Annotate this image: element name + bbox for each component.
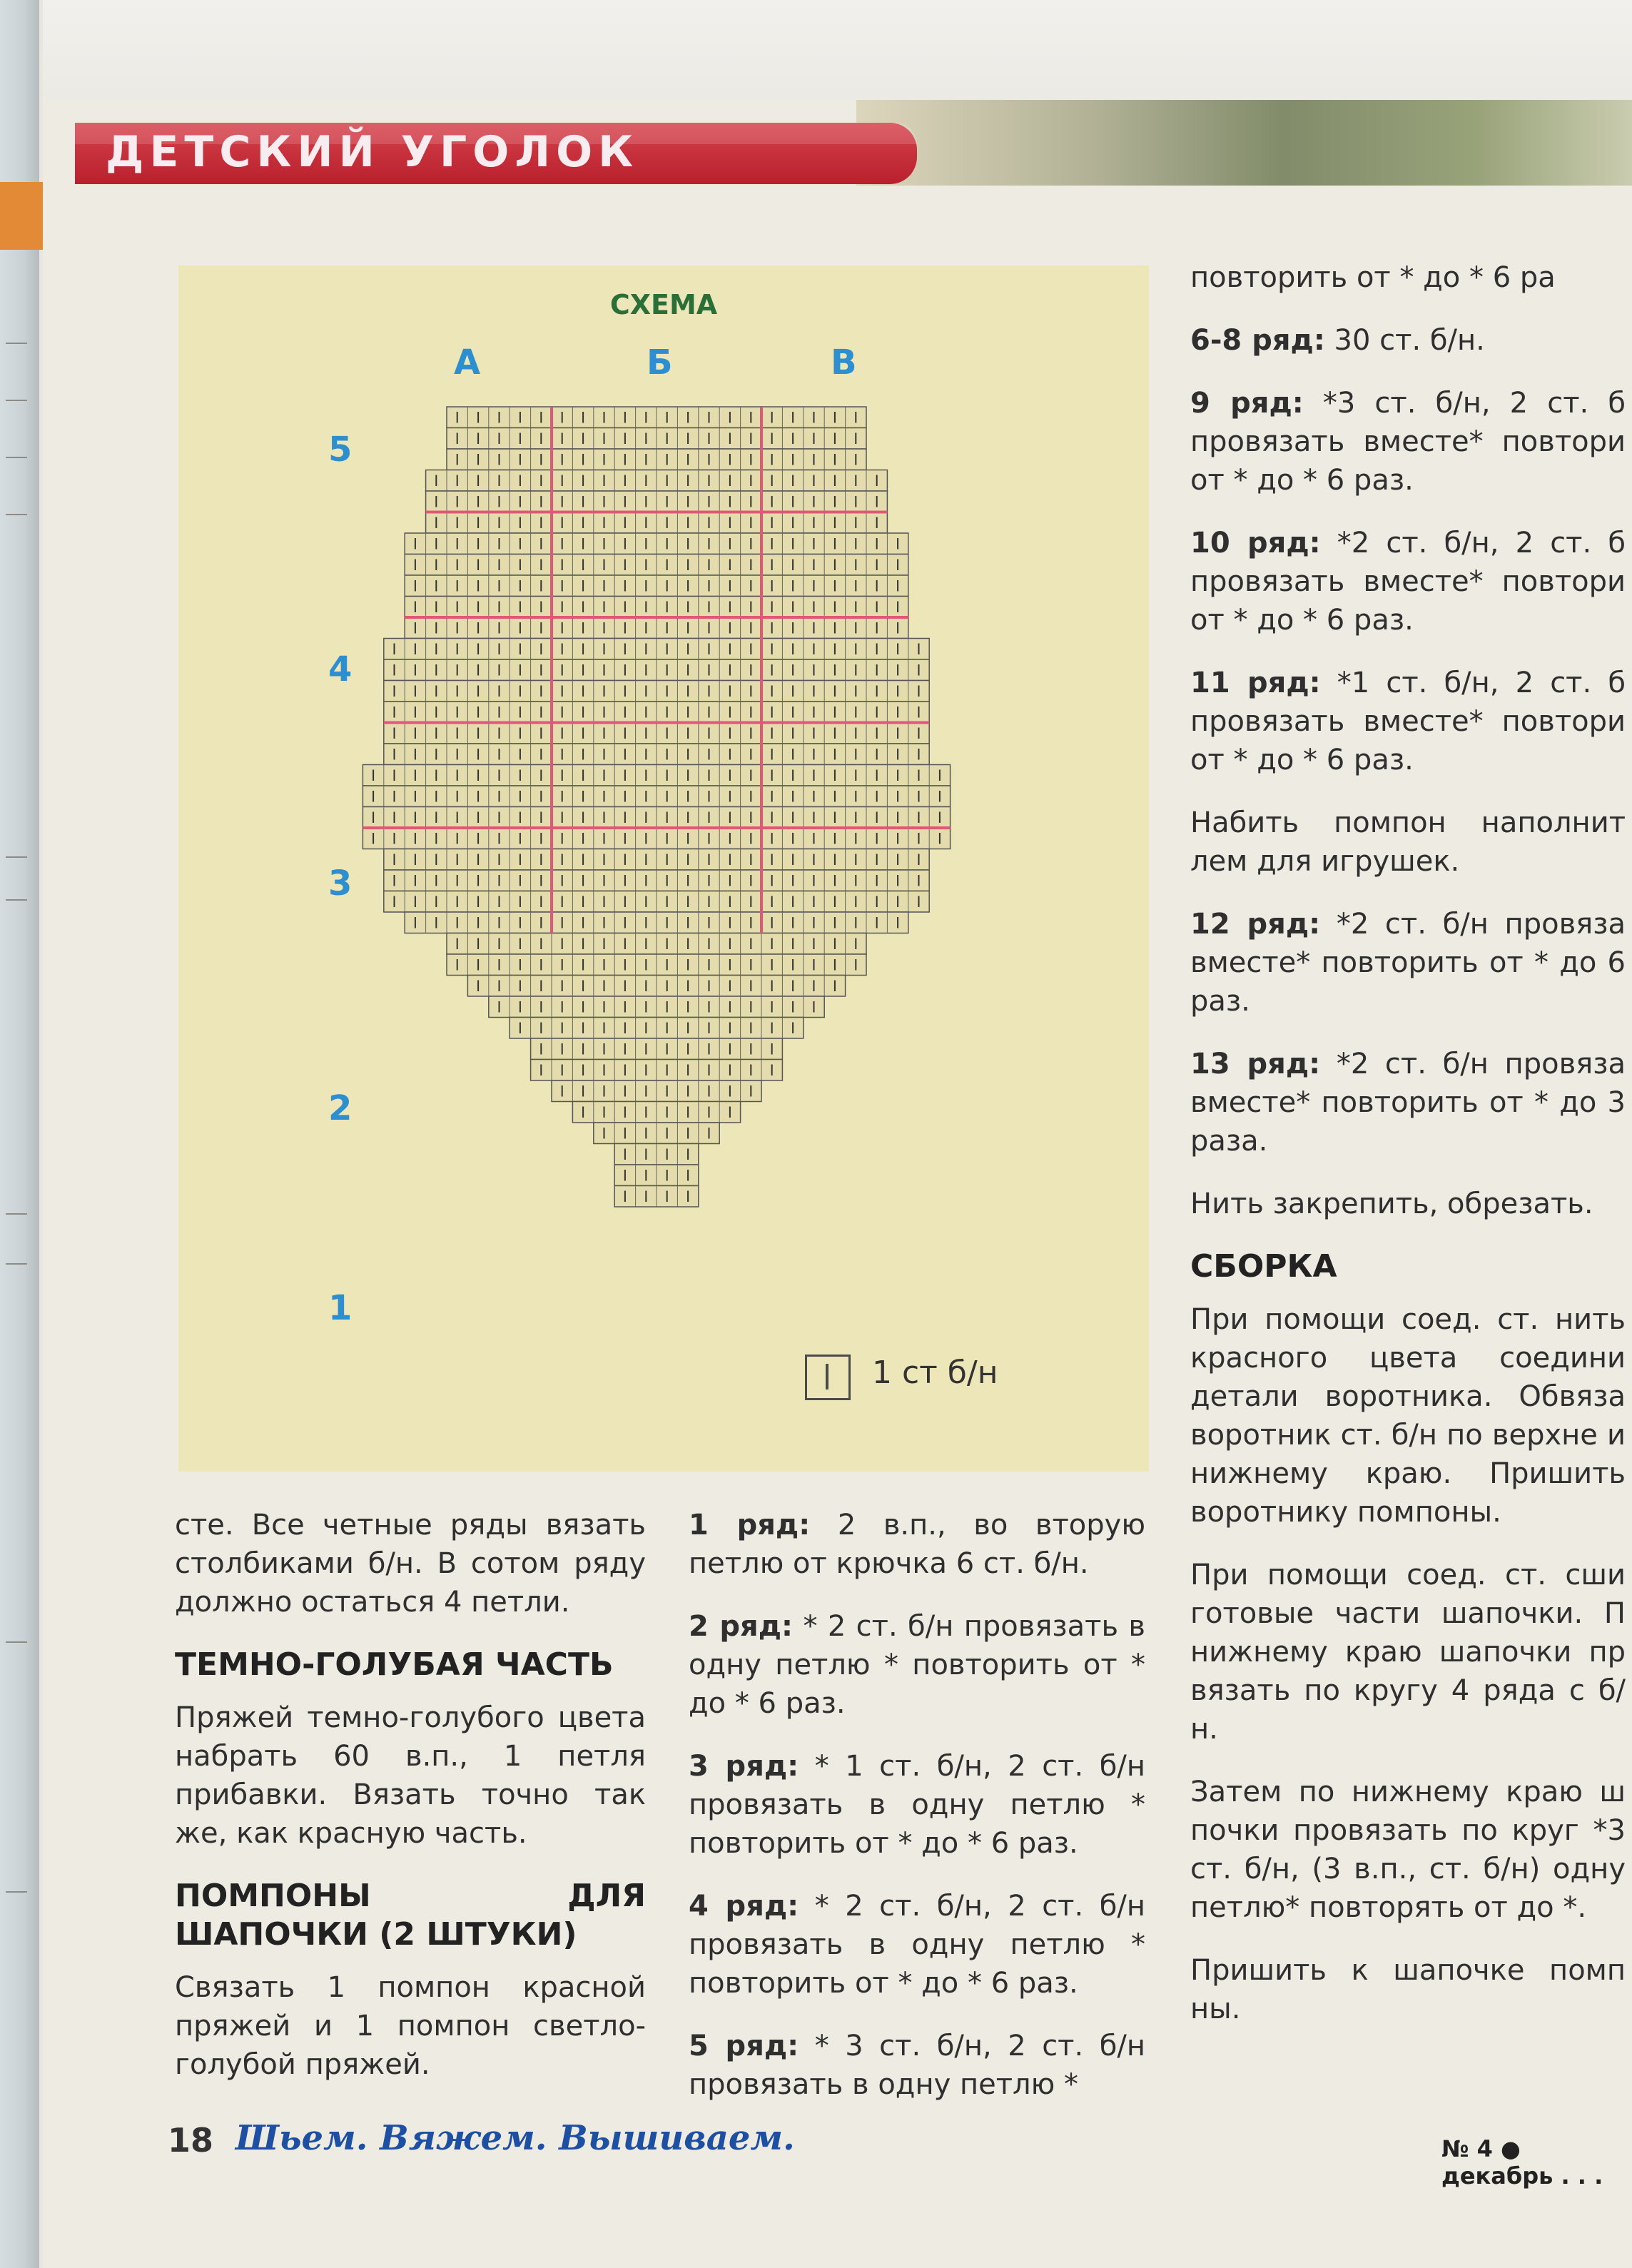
row-text: * 2 ст. б/н провязать в одну петлю * повторить от * до * 6 раз. [689, 1610, 1145, 1720]
row-text: *2 ст. б/н, 2 ст. б провязать вместе* повтори от * до * 6 раз. [1190, 527, 1626, 637]
row-label: 13 ряд: [1190, 1048, 1321, 1080]
assembly-paragraph: При помощи соед. ст. сши готовые части шапочки. П нижнему краю шапочки пр вязать по кругу 4 ряда с б/н. [1190, 1559, 1626, 1746]
section-heading: ПОМПОНЫ ДЛЯ ШАПОЧКИ (2 ШТУКИ) [175, 1878, 646, 1953]
section-title: ДЕТСКИЙ УГОЛОК [106, 127, 639, 177]
row-label-1: 1 [328, 1288, 353, 1328]
column-label-a: А [454, 343, 481, 383]
legend-symbol-icon [805, 1355, 851, 1400]
left-text-column [175, 1506, 646, 2108]
magazine-title: Шьем. Вяжем. Вышиваем. [235, 2118, 795, 2158]
assembly-heading: СБОРКА [1190, 1248, 1337, 1285]
instruction-row [1190, 664, 1626, 779]
section-paragraph: Пряжей темно-голубого цвета набрать 60 в.п., 1 петля прибавки. Вязать точно так же, как красную часть. [175, 1701, 646, 1850]
row-label: 11 ряд: [1190, 667, 1321, 699]
section-heading: ТЕМНО-ГОЛУБАЯ ЧАСТЬ [175, 1646, 614, 1683]
row-text: Нить закрепить, обрезать. [1190, 1188, 1593, 1220]
row-text: * 2 ст. б/н, 2 ст. б/н провязать в одну петлю * повторить от * до * 6 раз. [689, 1890, 1146, 2000]
row-label: 10 ряд: [1190, 527, 1321, 560]
scheme-title: СХЕМА [609, 289, 718, 320]
row-text: *1 ст. б/н, 2 ст. б провязать вместе* повтори от * до * 6 раз. [1190, 667, 1626, 776]
row-text: 30 ст. б/н. [1334, 324, 1485, 357]
row-text: * 3 ст. б/н, 2 ст. б/н провязать в одну петлю * [689, 2030, 1146, 2101]
assembly-paragraph: Пришить к шапочке помп ны. [1190, 1954, 1626, 2025]
row-text: * 1 ст. б/н, 2 ст. б/н провязать в одну петлю * повторить от * до * 6 раз. [689, 1750, 1146, 1860]
row-label: 5 ряд: [689, 2030, 799, 2062]
row-text: *3 ст. б/н, 2 ст. б провязать вместе* повтори от * до * 6 раз. [1190, 387, 1626, 497]
row-text: *2 ст. б/н провяза вместе* повторить от * до 3 раза. [1190, 1048, 1626, 1158]
row-label: 6-8 ряд: [1190, 324, 1325, 357]
instruction-row [689, 1506, 1145, 1583]
row-text: 2 в.п., во вторую петлю от крючка 6 ст. б/н. [689, 1509, 1146, 1580]
instruction-row [1190, 258, 1626, 297]
intro-paragraph: сте. Все четные ряды вязать столбиками б/н. В сотом ряду должно остаться 4 петли. [175, 1509, 646, 1619]
column-label-c: В [831, 343, 857, 383]
middle-text-column [689, 1506, 1145, 2128]
instruction-row [689, 2027, 1145, 2104]
row-label: 1 ряд: [689, 1509, 811, 1541]
row-label-2: 2 [328, 1088, 353, 1128]
column-label-b: Б [647, 343, 673, 383]
instruction-row [1190, 1185, 1626, 1223]
row-label: 2 ряд: [689, 1610, 794, 1643]
row-label: 4 ряд: [689, 1890, 799, 1923]
row-text: Набить помпон наполнит лем для игрушек. [1190, 806, 1626, 878]
row-label-5: 5 [328, 430, 353, 470]
legend-label: 1 ст б/н [872, 1355, 998, 1391]
right-text-column [1190, 258, 1626, 2052]
instruction-row [1190, 321, 1626, 360]
issue-label: № 4 ● декабрь . . . [1441, 2135, 1603, 2189]
instruction-row [1190, 524, 1626, 639]
page-number: 18 [168, 2121, 214, 2160]
assembly-paragraph: При помощи соед. ст. нить красного цвета соедини детали воротника. Обвяза воротник ст. б/н по верхне и нижнему краю. Пришить воротнику помпоны. [1190, 1303, 1626, 1529]
instruction-row [1190, 1045, 1626, 1160]
row-label: 3 ряд: [689, 1750, 799, 1783]
instruction-row [689, 1887, 1145, 2003]
instruction-row [1190, 905, 1626, 1021]
row-label-3: 3 [328, 864, 353, 903]
row-label-4: 4 [328, 649, 353, 689]
row-label: 9 ряд: [1190, 387, 1304, 420]
instruction-row [1190, 384, 1626, 500]
instruction-row [689, 1607, 1145, 1723]
row-label: 12 ряд: [1190, 908, 1321, 941]
instruction-row [689, 1747, 1145, 1863]
row-text: повторить от * до * 6 ра [1190, 261, 1556, 294]
assembly-paragraph: Затем по нижнему краю ш почки провязать по круг *3 ст. б/н, (3 в.п., ст. б/н) одну петлю* повторять от до *. [1190, 1776, 1626, 1924]
section-paragraph: Связать 1 помпон красной пряжей и 1 помпон светло-голубой пряжей. [175, 1971, 646, 2081]
instruction-row [1190, 804, 1626, 881]
row-text: *2 ст. б/н провяза вместе* повторить от * до 6 раз. [1190, 908, 1626, 1018]
